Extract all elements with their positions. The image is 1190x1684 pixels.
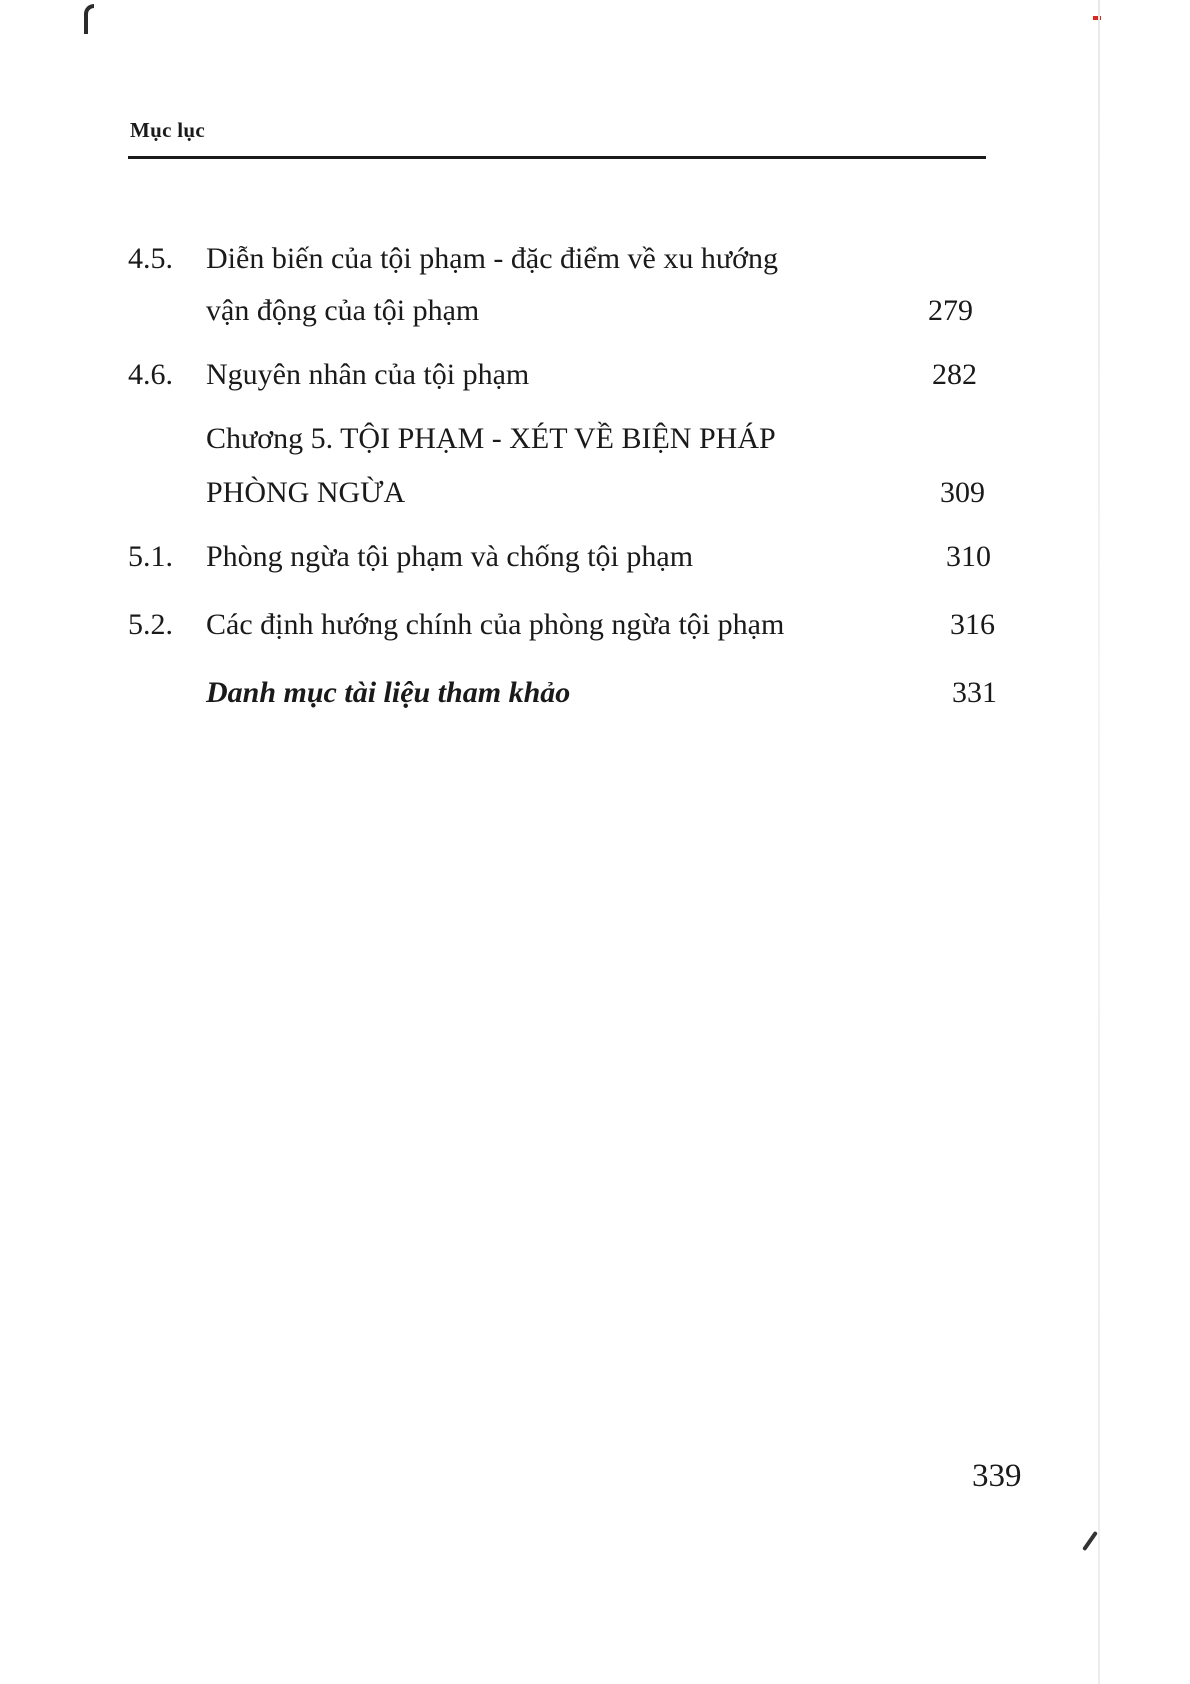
toc-entry-title-line: Chương 5. TỘI PHẠM - XÉT VỀ BIỆN PHÁP: [206, 422, 776, 455]
page-number: 339: [972, 1458, 1022, 1494]
toc-entry-chapter-5: [0, 412, 1190, 520]
toc-entry-number: 4.5.: [128, 242, 173, 275]
toc-entry-number: 4.6.: [128, 358, 173, 391]
scan-pen-mark: [1082, 1531, 1098, 1551]
running-head-title: Mục lục: [130, 118, 206, 142]
toc-entry-page: 316: [950, 608, 995, 641]
toc-entry-title-line: Nguyên nhân của tội phạm: [206, 358, 530, 391]
toc-entry-title-line: Danh mục tài liệu tham khảo: [206, 676, 571, 709]
toc-entry-title-line: Diễn biến của tội phạm - đặc điểm về xu hướng: [206, 242, 778, 275]
header-rule: [128, 156, 986, 159]
toc-entry-number: 5.1.: [128, 540, 173, 573]
toc-entry-4-5: [0, 232, 1190, 340]
toc-entry-title-line: vận động của tội phạm: [206, 294, 480, 327]
toc-entry-page: 331: [952, 676, 997, 709]
toc-entry-page: 282: [932, 358, 977, 391]
toc-entry-title-line: Phòng ngừa tội phạm và chống tội phạm: [206, 540, 694, 573]
toc-entry-title-line: PHÒNG NGỪA: [206, 476, 406, 509]
toc-entry-number: 5.2.: [128, 608, 173, 641]
toc-entry-title-line: Các định hướng chính của phòng ngừa tội phạm: [206, 608, 785, 641]
toc-entry-page: 309: [940, 476, 985, 509]
toc-entry-page: 279: [928, 294, 973, 327]
scan-corner-mark: [84, 4, 94, 34]
toc-entry-page: 310: [946, 540, 991, 573]
